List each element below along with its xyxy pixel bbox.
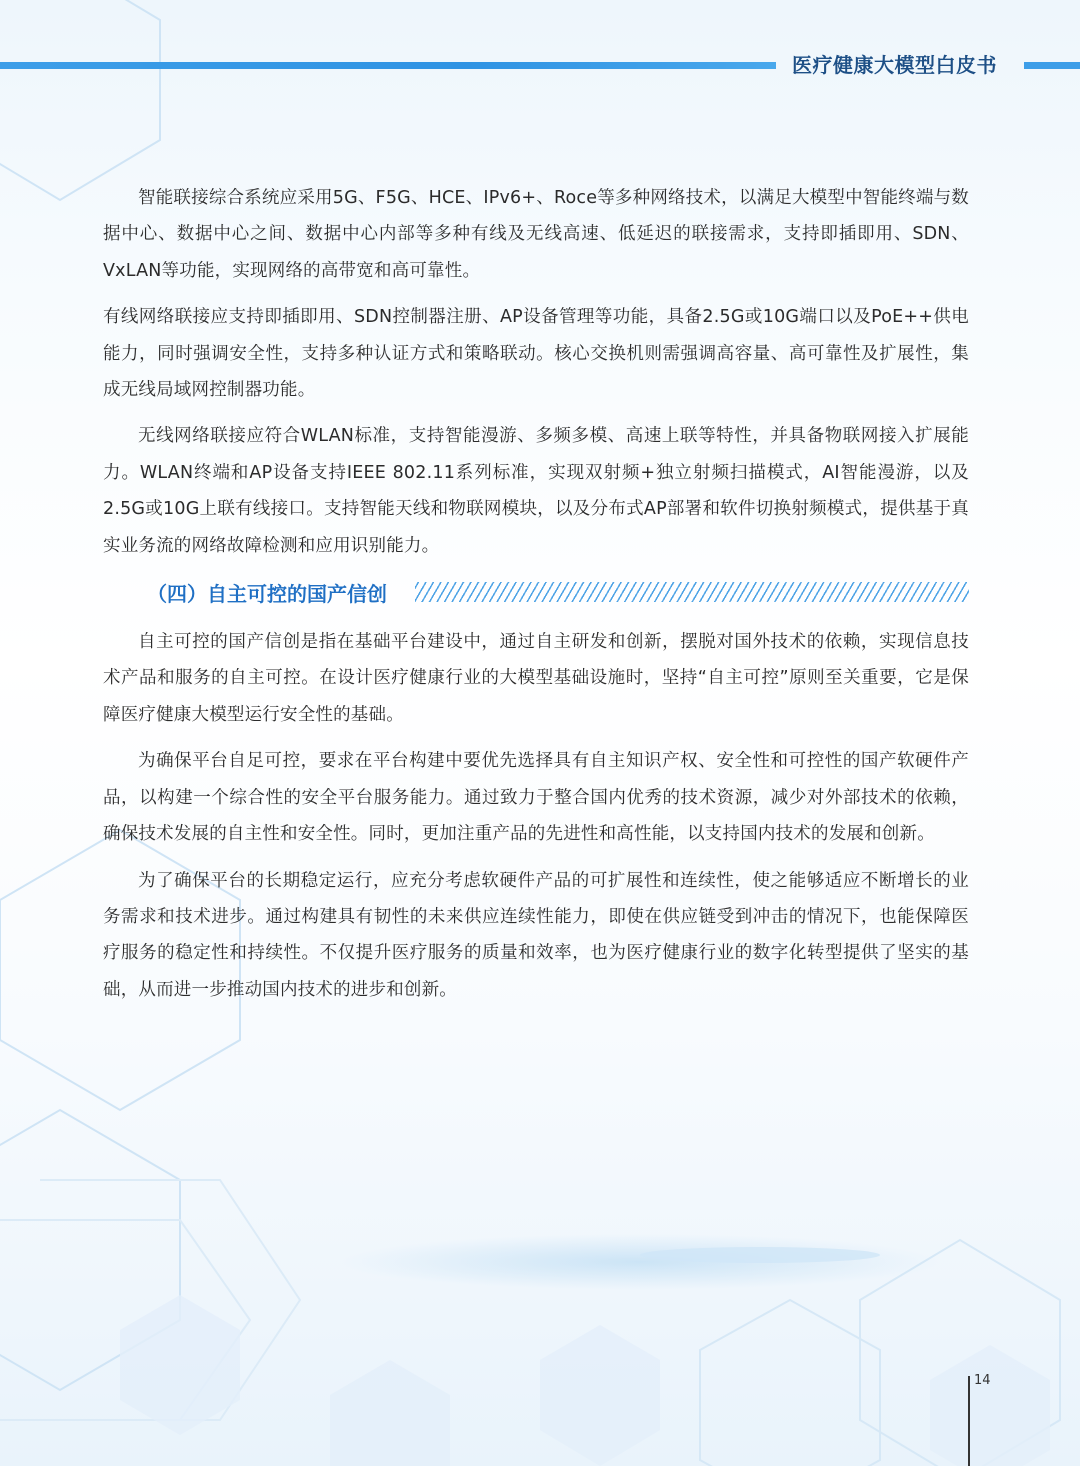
page-number: 14 — [974, 1373, 991, 1388]
paragraph-platform-control: 为确保平台自足可控，要求在平台构建中要优先选择具有自主知识产权、安全性和可控性的国产软硬件产品，以构建一个综合性的安全平台服务能力。通过致力于整合国内优秀的技术资源，减少对外部技术的依赖，确保技术发展的自主性和安全性。同时，更加注重产品的先进性和高性能，以支持国内技术的发展和创新。 — [103, 751, 969, 845]
paragraph-wireless-network: 无线网络联接应符合WLAN标准，支持智能漫游、多频多模、高速上联等特性，并具备物联网接入扩展能力。WLAN终端和AP设备支持IEEE 802.11系列标准，实现双射频+独立射频扫描模式，AI智能漫游，以及2.5G或10G上联有线接口。支持智能天线和物联网模块，以及分布式AP部署和软件切换射频模式，提供基于真实业务流的网络故障检测和应用识别能力。 — [103, 426, 969, 556]
paragraph-stable-operation: 为了确保平台的长期稳定运行，应充分考虑软硬件产品的可扩展性和连续性，使之能够适应不断增长的业务需求和技术进步。通过构建具有韧性的未来供应连续性能力，即使在供应链受到冲击的情况下，也能保障医疗服务的稳定性和持续性。不仅提升医疗服务的质量和效率，也为医疗健康行业的数字化转型提供了坚实的基础，从而进一步推动国内技术的进步和创新。 — [103, 870, 969, 1000]
main-content — [103, 180, 969, 1018]
header-accent-bar-right — [1024, 62, 1080, 69]
paragraph-intelligent-connection: 智能联接综合系统应采用5G、F5G、HCE、IPv6+、Roce等多种网络技术，以满足大模型中智能终端与数据中心、数据中心之间、数据中心内部等多种有线及无线高速、低延迟的联接需求，支持即插即用、SDN、VxLAN等功能，实现网络的高带宽和高可靠性。 — [103, 188, 969, 281]
header-accent-bar — [0, 62, 776, 69]
page-number-divider — [968, 1376, 970, 1466]
paragraph-wired-network: 有线网络联接应支持即插即用、SDN控制器注册、AP设备管理等功能，具备2.5G或10G端口以及PoE++供电能力，同时强调安全性，支持多种认证方式和策略联动。核心交换机则需强调高容量、高可靠性及扩展性，集成无线局域网控制器功能。 — [103, 307, 969, 401]
paragraph-domestic-innovation: 自主可控的国产信创是指在基础平台建设中，通过自主研发和创新，摆脱对国外技术的依赖，实现信息技术产品和服务的自主可控。在设计医疗健康行业的大模型基础设施时，坚持“自主可控”原则至关重要，它是保障医疗健康大模型运行安全性的基础。 — [103, 632, 969, 725]
document-title: 医疗健康大模型白皮书 — [792, 53, 997, 77]
section-hatch-decoration — [415, 582, 969, 602]
section-header — [103, 574, 969, 614]
section-title: （四）自主可控的国产信创 — [147, 582, 387, 607]
